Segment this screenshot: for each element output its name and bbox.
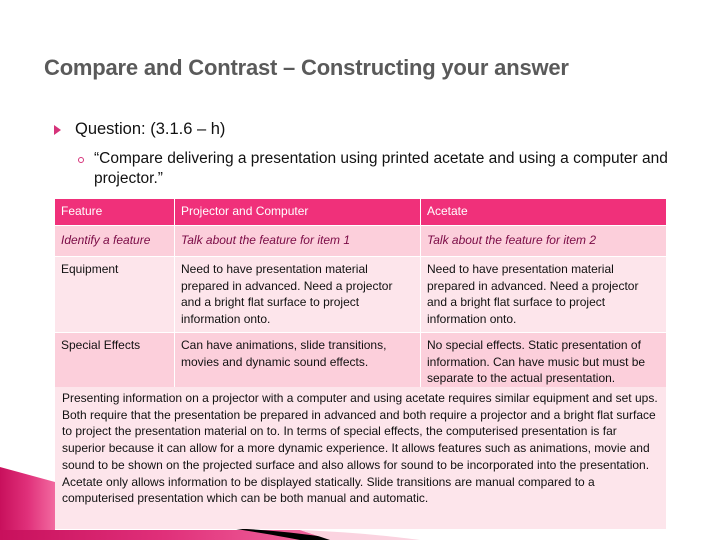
slide-title: Compare and Contrast – Constructing your answer [44, 55, 569, 80]
cell-acetate: Need to have presentation material prepared in advanced. Need a projector and a bright flat surface to project information onto. [421, 257, 667, 333]
cell-feature: Equipment [55, 257, 175, 333]
summary-paragraph: Presenting information on a projector with a computer and using acetate requires similar equipment and set ups. Both require that the presentation be prepared in advanced and both require a projector and a bright flat surface to project the presentation material on to. In terms of special effects, the computerised presentation is far superior because it can allow for a more dynamic experience. It allows features such as animations, movie and sound to be shown on the projected surface and also allows for sound to be incorporated into the presentation. Acetate only allows information to be displayed statically. Slide transitions are manual compared to a computerised presentation which can be both manual and automatic. [55, 387, 666, 529]
cell-projector: Talk about the feature for item 1 [175, 226, 421, 257]
question-sub-bullet [78, 149, 688, 189]
circle-bullet-icon [78, 157, 84, 163]
header-feature: Feature [55, 199, 175, 226]
cell-acetate: Talk about the feature for item 2 [421, 226, 667, 257]
table-row [55, 332, 666, 391]
cell-projector: Can have animations, slide transitions, movies and dynamic sound effects. [175, 332, 421, 391]
cell-projector: Need to have presentation material prepared in advanced. Need a projector and a bright flat surface to project information onto. [175, 257, 421, 333]
header-projector-computer: Projector and Computer [175, 199, 421, 226]
table-row [55, 226, 666, 257]
question-bullet [54, 120, 225, 139]
question-label: Question: (3.1.6 – h) [75, 120, 226, 138]
cell-acetate: No special effects. Static presentation of information. Can have music but must be separate to the actual presentation. [421, 332, 667, 391]
table-header-row [55, 199, 666, 226]
cell-feature: Special Effects [55, 332, 175, 391]
triangle-bullet-icon [54, 125, 61, 135]
comparison-table [55, 199, 666, 392]
cell-feature: Identify a feature [55, 226, 175, 257]
question-text: “Compare delivering a presentation using printed acetate and using a computer and projector.” [94, 150, 668, 187]
table-row [55, 257, 666, 333]
header-acetate: Acetate [421, 199, 667, 226]
